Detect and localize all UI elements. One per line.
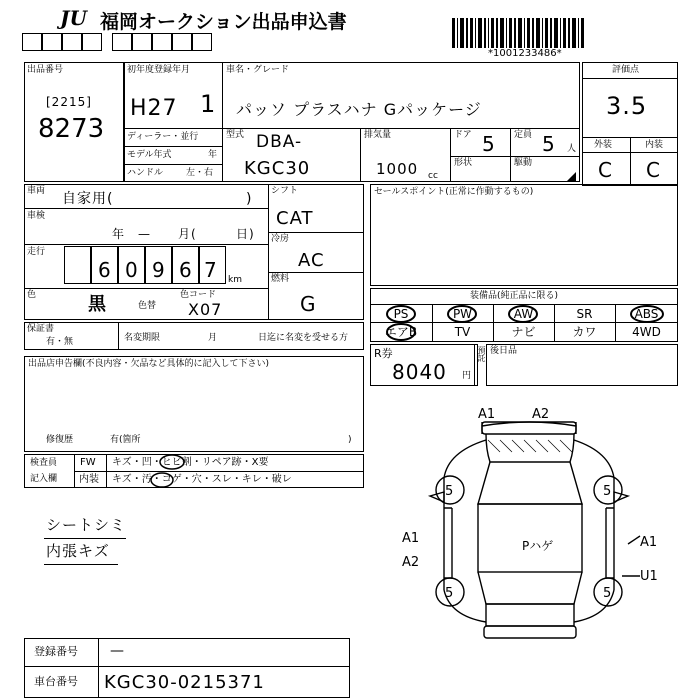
declaration-box bbox=[24, 356, 364, 452]
repair-label: 修復歴 bbox=[46, 435, 74, 445]
fuel-label: 燃料 bbox=[271, 274, 290, 284]
car-name-value: パッソ プラスハナ Gパッケージ bbox=[236, 100, 482, 119]
warranty-note: 日迄に名変を受せる方 bbox=[258, 333, 349, 343]
doors-value: 5 bbox=[482, 132, 496, 156]
diagram-a2-side: A2 bbox=[402, 555, 420, 570]
chassis-value: KGC30-0215371 bbox=[104, 672, 265, 693]
exterior-label: 外装 bbox=[594, 140, 613, 150]
exterior-grade: C bbox=[598, 158, 613, 182]
shift-label: シフト bbox=[271, 186, 299, 196]
tire-rear-right: 5 bbox=[603, 586, 612, 601]
declaration-label: 出品店申告欄(不良内容・欠品など具体的に記入して下さい) bbox=[28, 359, 270, 369]
color-change-label: 色替 bbox=[138, 301, 157, 311]
ju-logo: JU bbox=[60, 6, 87, 30]
note-line-1: シートシミ bbox=[46, 516, 127, 534]
equip-abs: ABS bbox=[634, 307, 659, 321]
model-year-unit: 年 bbox=[208, 150, 218, 160]
equip-aw: AW bbox=[513, 307, 534, 321]
mileage-label: 走行 bbox=[27, 247, 46, 257]
form-title: 福岡オークション出品申込書 bbox=[100, 11, 347, 33]
check-pw bbox=[448, 306, 476, 322]
evaluation-score: 3.5 bbox=[606, 92, 648, 120]
usage-value: 自家用( bbox=[62, 191, 114, 207]
equipment-check-marks bbox=[370, 304, 678, 342]
auction-no-value: 8273 bbox=[38, 114, 105, 144]
recycle-label: R券 bbox=[374, 347, 393, 360]
check-airbag bbox=[387, 324, 415, 340]
drive-label: 駆動 bbox=[514, 158, 533, 168]
equipment-label: 装備品(純正品に限る) bbox=[470, 291, 559, 301]
warranty-history-label: 名変期限 bbox=[124, 333, 161, 343]
usage-label: 車両 bbox=[27, 186, 46, 196]
body-type-label: 形状 bbox=[454, 158, 473, 168]
inspection-dash: — bbox=[138, 227, 151, 241]
barcode-text: *1001233486* bbox=[488, 48, 562, 59]
color-code-label: 色コード bbox=[180, 290, 217, 300]
check-aw bbox=[509, 306, 537, 322]
capacity-value: 5 bbox=[542, 132, 556, 156]
ac-label: 冷房 bbox=[271, 234, 290, 244]
interior-grade: C bbox=[646, 158, 661, 182]
repair-options: 有(箇所 bbox=[110, 435, 141, 445]
inspector-in: 内装 bbox=[79, 474, 99, 485]
displacement-value: 1000 bbox=[376, 160, 419, 178]
diagram-a1-top: A1 bbox=[478, 407, 496, 422]
car-damage-diagram bbox=[390, 400, 670, 660]
recycle-value: 8040 bbox=[392, 360, 447, 384]
auction-no-sub: [2215] bbox=[46, 95, 92, 109]
barcode bbox=[452, 18, 584, 48]
warranty-options: 有・無 bbox=[46, 337, 74, 347]
registration-month: 1 bbox=[200, 90, 217, 118]
inspector-in-items: キズ・汚・コゲ・穴・スレ・キレ・破レ bbox=[112, 474, 292, 485]
model-code: KGC30 bbox=[244, 158, 311, 179]
equip-tv: TV bbox=[454, 325, 471, 339]
check-ps bbox=[387, 306, 415, 322]
registration-year: H27 bbox=[130, 96, 178, 121]
color-label: 色 bbox=[27, 290, 37, 300]
handle-label: ハンドル bbox=[127, 168, 164, 178]
inspector-fw-items: キズ・凹・ヒビ割・リペア跡・X要 bbox=[112, 457, 269, 468]
model-label: 型式 bbox=[226, 130, 245, 140]
inspector-fw: FW bbox=[80, 457, 96, 468]
equip-ps: PS bbox=[393, 307, 409, 321]
diagram-a1-side: A1 bbox=[402, 531, 420, 546]
fuel-value: G bbox=[300, 292, 317, 316]
ac-value: AC bbox=[298, 250, 325, 271]
model-prefix: DBA- bbox=[256, 132, 303, 152]
recycle-unit: 円 bbox=[462, 371, 472, 381]
drive-corner-mark bbox=[566, 172, 576, 182]
note-line-2: 内張キズ bbox=[46, 542, 110, 560]
mileage-digit: 6 bbox=[98, 258, 112, 282]
doors-label: ドア bbox=[454, 130, 472, 140]
handle-options: 左・右 bbox=[186, 168, 214, 178]
diagram-a2-top: A2 bbox=[532, 407, 550, 422]
sales-point-box bbox=[370, 184, 678, 286]
diagram-u1: U1 bbox=[640, 569, 658, 584]
car-name-label: 車名・グレード bbox=[226, 65, 290, 75]
mileage-digit: 6 bbox=[179, 258, 193, 282]
equip-airbag: エアB bbox=[384, 325, 418, 339]
plate-value: — bbox=[110, 643, 125, 659]
shift-value: CAT bbox=[276, 208, 314, 229]
chassis-label: 車台番号 bbox=[34, 675, 78, 688]
inspector-marks bbox=[150, 452, 190, 490]
displacement-unit: cc bbox=[428, 171, 438, 181]
recycle-label2: 預託 bbox=[477, 346, 486, 362]
color-value: 黒 bbox=[88, 294, 107, 315]
mileage-unit: km bbox=[228, 275, 242, 285]
equip-4wd: 4WD bbox=[632, 325, 661, 339]
inspector-label2: 記入欄 bbox=[30, 474, 58, 484]
displacement-label: 排気量 bbox=[364, 130, 392, 140]
capacity-label: 定員 bbox=[514, 130, 533, 140]
mileage-digit: 9 bbox=[152, 258, 166, 282]
check-abs bbox=[631, 306, 663, 322]
color-code-value: X07 bbox=[188, 300, 223, 319]
plate-label: 登録番号 bbox=[34, 645, 78, 658]
mileage-digits bbox=[64, 246, 226, 284]
equip-navi: ナビ bbox=[511, 325, 536, 339]
equip-pw: PW bbox=[452, 307, 473, 321]
diagram-door-mark: Pハゲ bbox=[522, 539, 554, 553]
tire-front-left: 5 bbox=[445, 484, 454, 499]
diagram-right-mark: A1 bbox=[640, 535, 658, 550]
tire-front-right: 5 bbox=[603, 484, 612, 499]
equip-sr: SR bbox=[576, 307, 593, 321]
inspector-label1: 検査員 bbox=[30, 458, 58, 468]
evaluation-label: 評価点 bbox=[612, 65, 640, 75]
mileage-digit: 0 bbox=[125, 258, 139, 282]
mileage-digit: 7 bbox=[204, 258, 218, 282]
usage-close: ) bbox=[246, 191, 253, 207]
auction-no-label: 出品番号 bbox=[27, 65, 64, 75]
warranty-label: 保証書 bbox=[27, 324, 55, 334]
top-checkboxes bbox=[22, 33, 212, 51]
inspection-label: 車検 bbox=[27, 211, 46, 221]
model-year-label: モデル年式 bbox=[127, 150, 172, 160]
inspection-year-unit: 年 bbox=[112, 227, 126, 241]
tire-rear-left: 5 bbox=[445, 586, 454, 601]
inspection-day-unit: 日) bbox=[236, 227, 255, 241]
inspection-month-unit: 月( bbox=[178, 227, 197, 241]
interior-label: 内装 bbox=[645, 140, 664, 150]
equip-leather: カワ bbox=[572, 325, 597, 339]
warranty-month: 月 bbox=[208, 333, 218, 343]
dealer-label: ディーラー・並行 bbox=[127, 132, 199, 142]
registration-label: 初年度登録年月 bbox=[127, 65, 191, 75]
capacity-unit: 人 bbox=[567, 144, 577, 154]
sales-point-label: セールスポイント(正常に作動するもの) bbox=[374, 187, 534, 197]
spare-label: 後日品 bbox=[490, 346, 518, 356]
repair-close: ) bbox=[348, 435, 352, 445]
